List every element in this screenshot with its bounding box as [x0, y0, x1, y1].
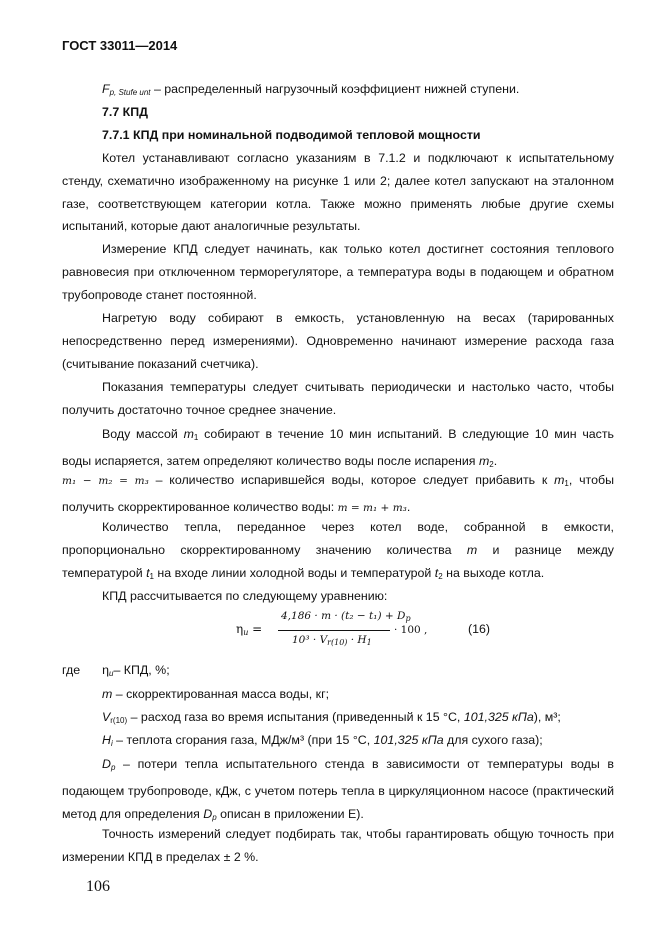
equation-times-100: · 100 ,	[394, 624, 428, 636]
where-d-paragraph: $D_p$ – потери тепла испытательного стенда в зависимости от температуры воды в подающем трубопроводе, кДж, с учетом потерь тепла в циркуляционном насосе (практический метод для определения $D_p$ описан в приложении Е).	[62, 757, 614, 822]
section-heading-7-7: 7.7 КПД	[102, 105, 148, 119]
formula-m-corrected: m = m₁ + m₃	[337, 501, 407, 514]
fp-symbol: F	[102, 82, 110, 96]
paragraph-equation-intro: КПД рассчитывается по следующему уравнению:	[102, 589, 388, 603]
paragraph-measurement-start: Измерение КПД следует начинать, как только котел достигнет состояния теплового равновесия при отключенном терморегуляторе, а температура воды в подающем и обратном трубопроводе станет постоянной.	[62, 242, 614, 302]
equation-lhs: $\eta_u$ =	[236, 622, 263, 637]
paragraph-accuracy: Точность измерений следует подбирать так, чтобы гарантировать общую точность при измерении КПД в пределах ± 2 %.	[62, 827, 614, 864]
equation-denominator: $10^3 \cdot V_{r(10)} \cdot H_1$	[292, 634, 372, 647]
fp-definition-text: – распределенный нагрузочный коэффициент нижней ступени.	[150, 82, 520, 96]
section-heading-7-7-1: 7.7.1 КПД при номинальной подводимой тепловой мощности	[102, 128, 481, 142]
where-h-line: $H_i$ – теплота сгорания газа, МДж/м³ (при 15 °С, 101,325 кПа для сухого газа);	[102, 733, 543, 748]
paragraph-water-mass: Воду массой $m_1$ собирают в течение 10 мин испытаний. В следующие 10 мин часть воды испаряется, затем определяют количество воды после испарения $m_2$.	[62, 427, 614, 469]
page-number: 106	[86, 878, 110, 895]
equation-numerator: $4,186 \cdot m \cdot (t_2 - t_1) + D_p$	[281, 610, 411, 623]
paragraph-setup: Котел устанавливают согласно указаниям в 7.1.2 и подключают к испытательному стенду, схематично изображенному на рисунке 1 или 2; далее котел запускают на эталонном газе, соответствующем категории котла. Также можно применять любые другие схемы испытаний, которые дают аналогичные результаты.	[62, 151, 614, 234]
formula-m3: m₁ − m₂ = m₃	[62, 475, 149, 487]
paragraph-evaporated-water: m₁ − m₂ = m₃ – количество испарившейся воды, которое следует прибавить к $m_1$, чтобы получить скорректированное количество воды: m = m₁ + m₃.	[62, 473, 614, 514]
where-v-line: $V_{r(10)}$ – расход газа во время испытания (приведенный к 15 °С, 101,325 кПа), м³;	[102, 710, 561, 725]
paragraph-water-collection: Нагретую воду собирают в емкость, установленную на весах (тарированных непосредственно перед измерениями). Одновременно начинают измерение расхода газа (считывание показаний счетчика).	[62, 311, 614, 371]
fp-subscript: p, Stufe unt	[109, 88, 151, 97]
where-m-line: m – скорректированная масса воды, кг;	[102, 687, 330, 701]
document-code-header: ГОСТ 33011—2014	[62, 38, 178, 53]
equation-number: (16)	[468, 622, 491, 636]
fraction-bar	[278, 630, 390, 631]
paragraph-heat-quantity: Количество тепла, переданное через котел воде, собранной в емкости, пропорционально скорректированному значению количества m и разнице между температурой $t_1$ на входе линии холодной воды и температурой $t_2$ на выходе котла.	[62, 520, 614, 581]
where-eta-line: где $\eta_u-$ КПД, %;	[62, 663, 170, 678]
efficiency-equation	[236, 610, 626, 652]
paragraph-temperature-reading: Показания температуры следует считывать периодически и настолько часто, чтобы получить достаточно точное среднее значение.	[62, 380, 614, 417]
